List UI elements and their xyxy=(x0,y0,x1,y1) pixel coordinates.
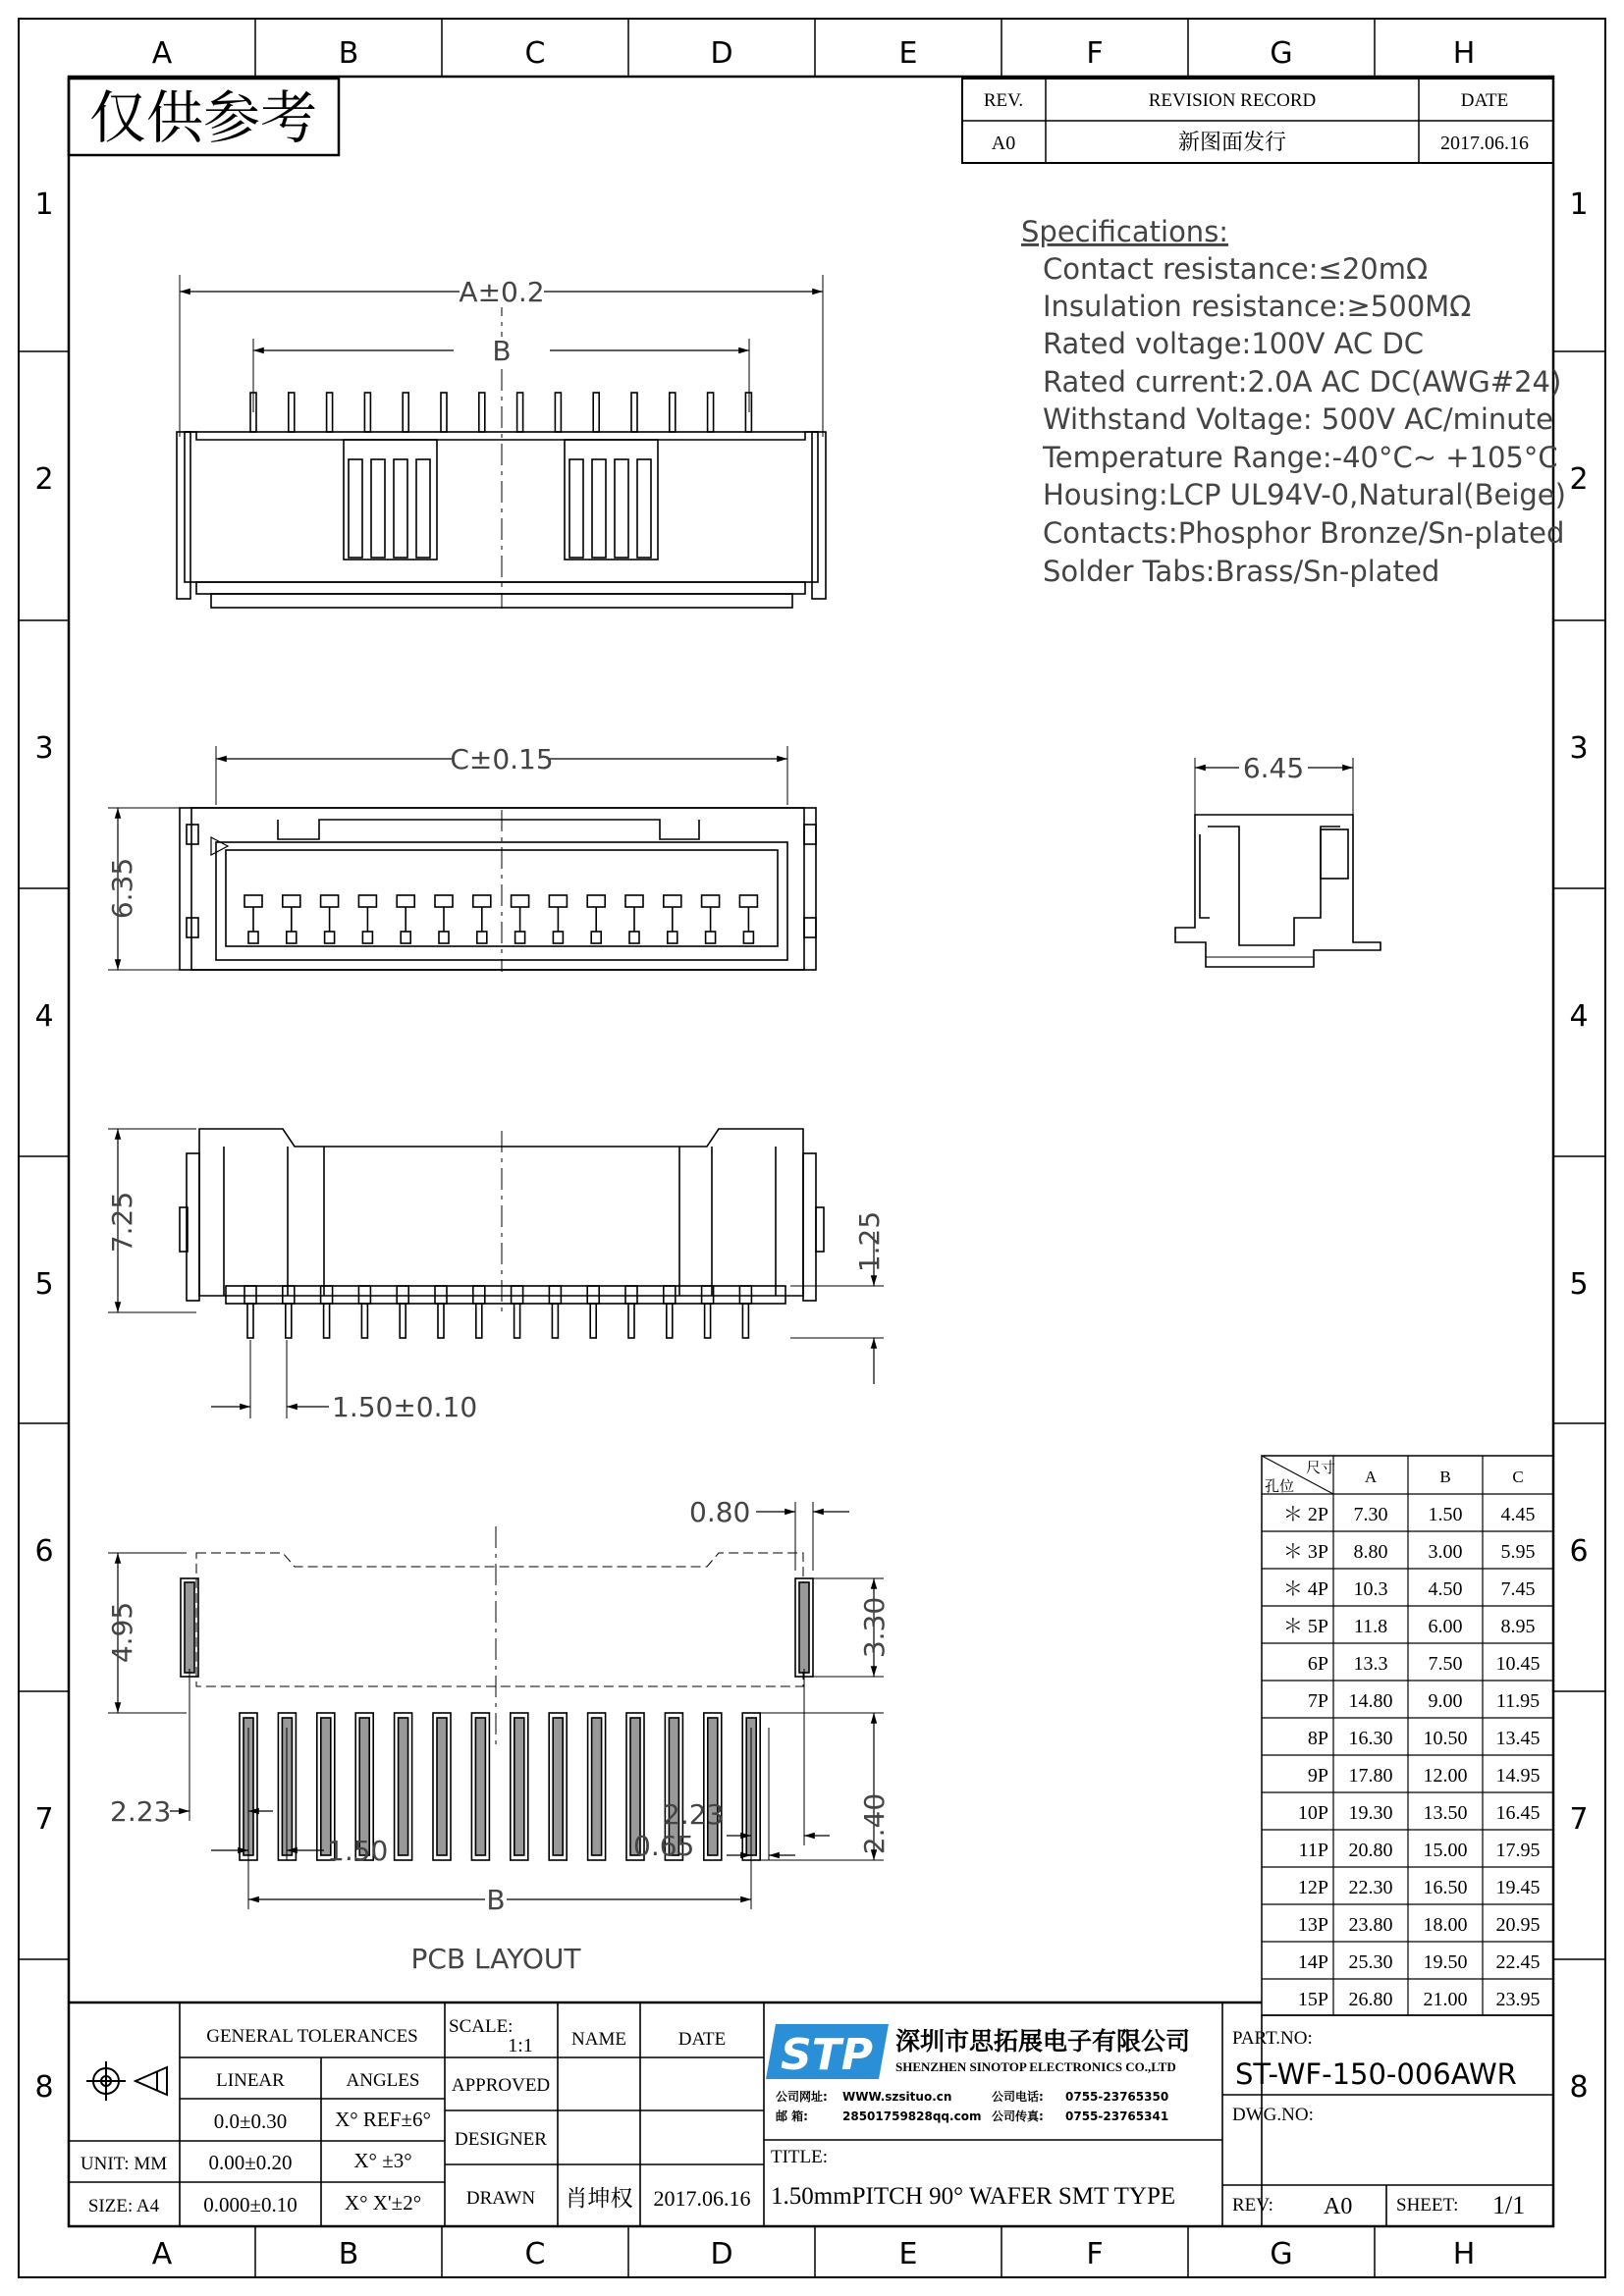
row-label: 8 xyxy=(1569,2070,1589,2105)
approved-label: APPROVED xyxy=(451,2075,551,2096)
size-table-value: 26.80 xyxy=(1348,1989,1393,2010)
drawing-title: 1.50mmPITCH 90° WAFER SMT TYPE xyxy=(771,2183,1176,2210)
sheet-label: SHEET: xyxy=(1396,2195,1459,2216)
pin-head xyxy=(435,1286,447,1304)
web-label: 公司网址: xyxy=(776,2090,828,2104)
size-table-value: 1.50 xyxy=(1428,1504,1463,1525)
elevation-view xyxy=(108,1129,884,1418)
pcb-layout xyxy=(108,1502,884,1909)
column-label: D xyxy=(710,2237,733,2271)
dim-125-label: 1.25 xyxy=(853,1210,886,1273)
scale-value: 1:1 xyxy=(508,2035,533,2056)
scale-label: SCALE: xyxy=(449,2016,514,2037)
tolerance-linear-1: 0.0±0.30 xyxy=(213,2109,288,2133)
company-name-cn: 深圳市思拓展电子有限公司 xyxy=(895,2027,1191,2056)
rib xyxy=(569,459,583,558)
pin xyxy=(327,393,333,432)
linear-label: LINEAR xyxy=(216,2070,285,2091)
pin-head xyxy=(549,1286,561,1304)
stamp-box xyxy=(69,79,339,155)
column-label: G xyxy=(1270,2237,1293,2271)
column-label: H xyxy=(1452,2237,1476,2271)
contact-upper xyxy=(358,895,376,907)
contact-upper xyxy=(321,895,339,907)
column-label: A xyxy=(151,36,173,71)
size-table-value: 5.95 xyxy=(1500,1541,1536,1563)
date-header-tb: DATE xyxy=(677,2029,727,2050)
size-table-position: ＊ 4P xyxy=(1282,1578,1328,1600)
size-table-corner-top: 尺寸 xyxy=(1306,1461,1336,1476)
size-table-value: 19.45 xyxy=(1495,1877,1541,1898)
pin-tail xyxy=(400,1304,406,1338)
pin xyxy=(708,393,714,432)
front-view xyxy=(108,746,816,972)
pin xyxy=(593,393,599,432)
specifications-title: Specifications: xyxy=(1021,215,1229,248)
pin xyxy=(289,393,295,432)
row-label: 6 xyxy=(34,1534,54,1569)
column-label: F xyxy=(1086,2237,1104,2271)
pin-head xyxy=(664,1286,676,1304)
dim-a-label: A±0.2 xyxy=(459,276,545,308)
contact-lower xyxy=(325,932,335,943)
row-label: 8 xyxy=(34,2070,54,2105)
dim-b-pcb-label: B xyxy=(486,1884,506,1916)
row-label: 2 xyxy=(1569,462,1589,497)
title-label: TITLE: xyxy=(771,2147,829,2167)
size-table-value: 16.30 xyxy=(1348,1728,1393,1749)
contact-lower xyxy=(439,932,449,943)
contact-upper xyxy=(549,895,567,907)
drawn-label: DRAWN xyxy=(465,2188,536,2209)
size-table-value: 7.45 xyxy=(1500,1578,1536,1600)
specifications xyxy=(1021,215,1566,588)
size-table-position: 13P xyxy=(1297,1914,1328,1936)
pin-head xyxy=(397,1286,408,1304)
row-label: 5 xyxy=(1569,1267,1589,1302)
size-table-value: 23.80 xyxy=(1348,1914,1393,1936)
size-table-position: 6P xyxy=(1307,1653,1328,1675)
rib xyxy=(416,459,430,558)
pin-head xyxy=(473,1286,485,1304)
column-label: C xyxy=(524,36,546,71)
web-value: WWW.szsituo.cn xyxy=(842,2090,952,2104)
pin-tail xyxy=(286,1304,292,1338)
row-label: 5 xyxy=(34,1267,54,1302)
size-table-value: 4.50 xyxy=(1428,1578,1463,1600)
tel-label: 公司电话: xyxy=(992,2090,1044,2104)
pcb-pad-hatch xyxy=(475,1718,485,1855)
contact-lower xyxy=(743,932,753,943)
dim-635-label: 6.35 xyxy=(106,857,138,920)
size-table-value: 15.00 xyxy=(1423,1840,1468,1861)
size-table-value: 20.95 xyxy=(1495,1914,1541,1936)
company-name-en: SHENZHEN SINOTOP ELECTRONICS CO.,LTD xyxy=(895,2059,1176,2074)
fax-label: 公司传真: xyxy=(992,2109,1044,2123)
spec-line: Rated voltage:100V AC DC xyxy=(1043,327,1425,360)
revision-record-value: 新图面发行 xyxy=(1177,130,1287,154)
size-table-value: 9.00 xyxy=(1428,1690,1463,1712)
size-table-value: 19.30 xyxy=(1348,1802,1393,1824)
dim-725-label: 7.25 xyxy=(106,1191,138,1254)
size-table-value: 21.00 xyxy=(1423,1989,1468,2010)
title-block xyxy=(69,2002,1553,2226)
column-label: C xyxy=(524,2237,546,2271)
contact-lower xyxy=(248,932,258,943)
contact-upper xyxy=(244,895,262,907)
pin-tail xyxy=(590,1304,596,1338)
side-view xyxy=(1175,758,1380,967)
revision-table xyxy=(962,79,1553,163)
size-table-position: 14P xyxy=(1297,1951,1328,1973)
pin xyxy=(745,393,751,432)
contact-lower xyxy=(668,932,677,943)
dim-080-label: 0.80 xyxy=(689,1496,751,1528)
tolerance-linear-3: 0.000±0.10 xyxy=(203,2193,298,2216)
pin xyxy=(364,393,370,432)
size-table-corner-bottom: 孔位 xyxy=(1265,1479,1295,1495)
solder-tab-hatch xyxy=(799,1582,809,1673)
pin-tail xyxy=(247,1304,253,1338)
pin-tail xyxy=(705,1304,711,1338)
tolerance-linear-2: 0.00±0.20 xyxy=(208,2151,293,2174)
size-table-value: 7.30 xyxy=(1353,1504,1388,1525)
column-label: H xyxy=(1452,36,1476,71)
size-table-value: 8.95 xyxy=(1500,1616,1536,1637)
size-table-value: 3.00 xyxy=(1428,1541,1463,1563)
stamp-text: 仅供参考 xyxy=(88,86,318,150)
pin-tail xyxy=(361,1304,367,1338)
pin xyxy=(555,393,561,432)
rev-value: A0 xyxy=(991,133,1016,154)
row-label: 7 xyxy=(34,1802,54,1837)
row-label: 3 xyxy=(1569,731,1589,766)
pin-tail xyxy=(552,1304,558,1338)
pin-tail xyxy=(438,1304,444,1338)
dwg-no-label: DWG.NO: xyxy=(1232,2105,1314,2125)
contact-upper xyxy=(664,895,681,907)
contact-upper xyxy=(283,895,300,907)
tolerance-angle-2: X° ±3° xyxy=(353,2149,412,2172)
pcb-pad-hatch xyxy=(708,1718,718,1855)
dim-150-label: 1.50 xyxy=(327,1835,389,1867)
dim-330-label: 3.30 xyxy=(858,1596,891,1659)
contact-lower xyxy=(515,932,525,943)
pin-tail xyxy=(324,1304,330,1338)
pin-head xyxy=(321,1286,333,1304)
designer-label: DESIGNER xyxy=(455,2129,547,2150)
size-table-value: 10.45 xyxy=(1495,1653,1541,1675)
size-table-value: 13.3 xyxy=(1353,1653,1388,1675)
size-table-position: ＊ 5P xyxy=(1282,1616,1328,1637)
revision-date-value: 2017.06.16 xyxy=(1440,133,1529,154)
pcb-pad-hatch xyxy=(592,1718,602,1855)
rev-label: REV: xyxy=(1232,2195,1273,2216)
rev-header: REV. xyxy=(983,90,1024,111)
size-table-value: 12.00 xyxy=(1423,1765,1468,1787)
part-no-label: PART.NO: xyxy=(1232,2028,1313,2049)
pin xyxy=(517,393,523,432)
contact-upper xyxy=(739,895,757,907)
dim-b-label: B xyxy=(492,335,512,367)
contact-lower xyxy=(553,932,563,943)
pcb-pad-hatch xyxy=(514,1718,524,1855)
row-label: 4 xyxy=(34,999,54,1034)
pin-head xyxy=(244,1286,256,1304)
dim-065-label: 0.65 xyxy=(633,1830,695,1862)
column-label: E xyxy=(898,36,918,71)
tel-value: 0755-23765350 xyxy=(1065,2090,1169,2104)
size-table-value: 11.95 xyxy=(1495,1690,1541,1712)
pin-tail xyxy=(514,1304,520,1338)
contact-upper xyxy=(512,895,529,907)
contact-upper xyxy=(587,895,605,907)
rib xyxy=(615,459,628,558)
contact-lower xyxy=(591,932,601,943)
size-table-value: 4.45 xyxy=(1500,1504,1536,1525)
size-table-value: 10.3 xyxy=(1353,1578,1388,1600)
sheet-value: 1/1 xyxy=(1492,2191,1526,2219)
contact-lower xyxy=(401,932,410,943)
contact-lower xyxy=(706,932,716,943)
spec-line: Temperature Range:-40°C~ +105°C xyxy=(1043,441,1558,474)
pcb-layout-caption: PCB LAYOUT xyxy=(410,1943,581,1975)
contact-upper xyxy=(473,895,491,907)
dim-240-label: 2.40 xyxy=(858,1792,891,1855)
size-table-value: 6.00 xyxy=(1428,1616,1463,1637)
contact-upper xyxy=(625,895,643,907)
size-table-position: 10P xyxy=(1297,1802,1328,1824)
dim-pitch-label: 1.50±0.10 xyxy=(332,1391,478,1423)
size-table-value: 16.45 xyxy=(1495,1802,1541,1824)
size-table xyxy=(1262,1456,1553,2015)
size-table-header: B xyxy=(1439,1468,1451,1486)
spec-line: Contact resistance:≤20mΩ xyxy=(1043,252,1429,286)
part-no-value: ST-WF-150-006AWR xyxy=(1235,2057,1517,2091)
size-table-value: 8.80 xyxy=(1353,1541,1388,1563)
spec-line: Contacts:Phosphor Bronze/Sn-plated xyxy=(1043,516,1565,550)
size-table-header: C xyxy=(1512,1468,1524,1486)
rib xyxy=(394,459,407,558)
row-label: 1 xyxy=(1569,187,1589,222)
column-label: F xyxy=(1086,36,1104,71)
rib xyxy=(592,459,606,558)
size-table-position: ＊ 2P xyxy=(1282,1504,1328,1525)
contact-upper xyxy=(702,895,720,907)
row-label: 3 xyxy=(34,731,54,766)
pin-tail xyxy=(476,1304,482,1338)
size-table-value: 18.00 xyxy=(1423,1914,1468,1936)
pin-head xyxy=(512,1286,523,1304)
size-table-value: 14.80 xyxy=(1348,1690,1393,1712)
unit-label: UNIT: MM xyxy=(80,2154,168,2174)
size-table-value: 23.95 xyxy=(1495,1989,1541,2010)
pin xyxy=(631,393,637,432)
size-table-value: 22.45 xyxy=(1495,1951,1541,1973)
dim-223-left-label: 2.23 xyxy=(110,1795,172,1828)
name-header: NAME xyxy=(571,2029,626,2050)
pin-head xyxy=(587,1286,599,1304)
size-table-position: ＊ 3P xyxy=(1282,1541,1328,1563)
size-table-position: 8P xyxy=(1307,1728,1328,1749)
solder-tab-hatch xyxy=(185,1582,194,1673)
dim-223-right-label: 2.23 xyxy=(663,1798,725,1831)
size-table-value: 25.30 xyxy=(1348,1951,1393,1973)
column-label: G xyxy=(1270,36,1293,71)
drawn-name: 肖坤权 xyxy=(565,2186,633,2211)
dim-495-label: 4.95 xyxy=(106,1601,138,1664)
fax-value: 0755-23765341 xyxy=(1065,2109,1169,2123)
date-header: DATE xyxy=(1460,90,1509,111)
mail-label: 邮 箱: xyxy=(776,2109,808,2123)
pin-tail xyxy=(628,1304,634,1338)
rib xyxy=(349,459,362,558)
spec-line: Withstand Voltage: 500V AC/minute xyxy=(1043,402,1553,436)
rib xyxy=(371,459,385,558)
pin-head xyxy=(625,1286,637,1304)
pin xyxy=(479,393,485,432)
angles-label: ANGLES xyxy=(346,2070,420,2091)
row-label: 1 xyxy=(34,187,54,222)
dim-c-label: C±0.15 xyxy=(450,743,554,775)
company-logo xyxy=(766,2024,889,2080)
size-table-value: 17.95 xyxy=(1495,1840,1541,1861)
size-table-value: 13.50 xyxy=(1423,1802,1468,1824)
size-table-position: 9P xyxy=(1307,1765,1328,1787)
size-table-value: 19.50 xyxy=(1423,1951,1468,1973)
size-table-value: 10.50 xyxy=(1423,1728,1468,1749)
row-label: 7 xyxy=(1569,1802,1589,1837)
pin xyxy=(670,393,676,432)
column-label: A xyxy=(151,2237,173,2271)
spec-line: Housing:LCP UL94V-0,Natural(Beige) xyxy=(1043,478,1566,511)
contact-lower xyxy=(629,932,639,943)
size-table-value: 11.8 xyxy=(1353,1616,1388,1637)
size-table-header: A xyxy=(1364,1468,1378,1486)
column-label: B xyxy=(338,2237,359,2271)
pcb-pad-hatch xyxy=(399,1718,408,1855)
column-label: E xyxy=(898,2237,918,2271)
size-label: SIZE: A4 xyxy=(87,2196,160,2216)
general-tolerances-label: GENERAL TOLERANCES xyxy=(206,2026,418,2047)
drawn-date: 2017.06.16 xyxy=(653,2186,751,2211)
rib xyxy=(637,459,651,558)
top-view xyxy=(177,275,826,609)
size-table-value: 13.45 xyxy=(1495,1728,1541,1749)
logo-text: STP xyxy=(781,2030,873,2080)
size-table-position: 15P xyxy=(1297,1989,1328,2010)
contact-lower xyxy=(287,932,297,943)
contact-upper xyxy=(435,895,453,907)
pin-tail xyxy=(667,1304,673,1338)
spec-line: Insulation resistance:≥500MΩ xyxy=(1043,290,1472,323)
row-label: 2 xyxy=(34,462,54,497)
spec-line: Rated current:2.0A AC DC(AWG#24) xyxy=(1043,365,1562,399)
rev-value-tb: A0 xyxy=(1324,2194,1353,2219)
mail-value: 28501759828qq.com xyxy=(842,2109,982,2123)
column-label: B xyxy=(338,36,359,71)
pcb-pad-hatch xyxy=(553,1718,563,1855)
tolerance-angle-3: X° X'±2° xyxy=(344,2191,422,2215)
pin-tail xyxy=(742,1304,748,1338)
contact-lower xyxy=(362,932,372,943)
pin xyxy=(403,393,408,432)
size-table-position: 11P xyxy=(1298,1840,1328,1861)
tolerance-angle-1: X° REF±6° xyxy=(335,2108,431,2131)
pin-head xyxy=(358,1286,370,1304)
revision-record-header: REVISION RECORD xyxy=(1148,90,1317,111)
size-table-value: 7.50 xyxy=(1428,1653,1463,1675)
projection-symbol xyxy=(86,2061,167,2101)
row-label: 4 xyxy=(1569,999,1589,1034)
contact-upper xyxy=(397,895,414,907)
size-table-value: 14.95 xyxy=(1495,1765,1541,1787)
pin-head xyxy=(739,1286,751,1304)
dim-645-label: 6.45 xyxy=(1242,752,1305,784)
size-table-value: 20.80 xyxy=(1348,1840,1393,1861)
spec-line: Solder Tabs:Brass/Sn-plated xyxy=(1043,555,1440,588)
size-table-value: 16.50 xyxy=(1423,1877,1468,1898)
pin xyxy=(441,393,447,432)
size-table-value: 22.30 xyxy=(1348,1877,1393,1898)
size-table-value: 17.80 xyxy=(1348,1765,1393,1787)
row-label: 6 xyxy=(1569,1534,1589,1569)
size-table-position: 7P xyxy=(1307,1690,1328,1712)
pcb-pad-hatch xyxy=(437,1718,447,1855)
size-table-position: 12P xyxy=(1297,1877,1328,1898)
contact-lower xyxy=(477,932,487,943)
column-label: D xyxy=(710,36,733,71)
